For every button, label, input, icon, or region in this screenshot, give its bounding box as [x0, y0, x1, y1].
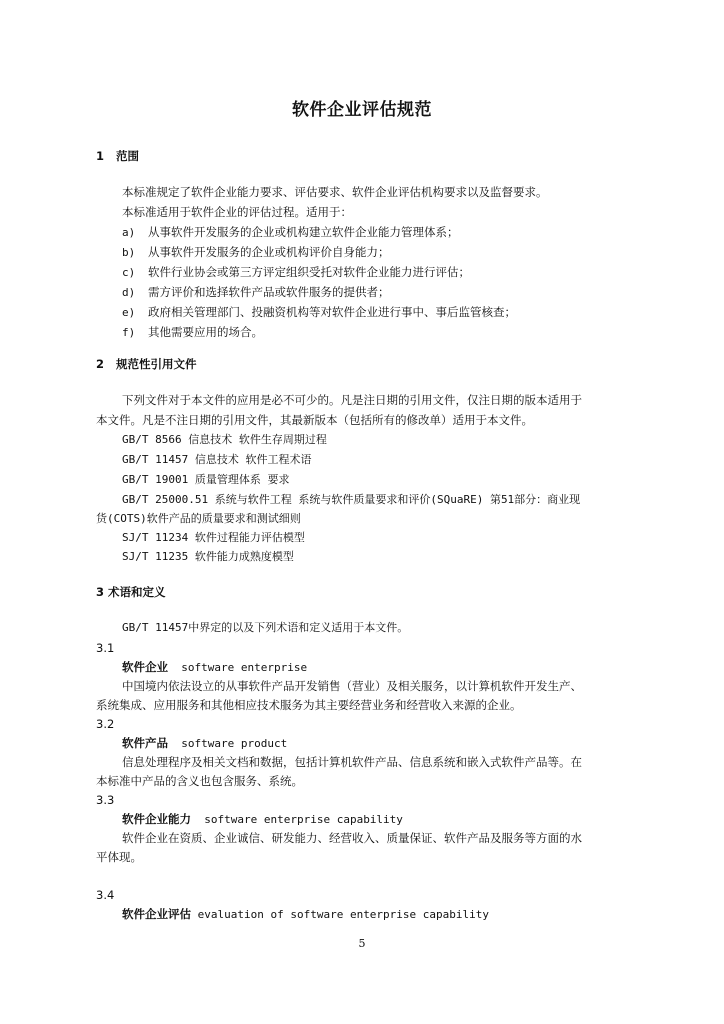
term-heading [122, 811, 403, 828]
list-item-text: 从事软件开发服务的企业或机构评价自身能力； [148, 245, 390, 259]
term-zh: 软件企业 [122, 660, 168, 674]
term-number: 3.4 [96, 888, 115, 902]
term-zh: 软件产品 [122, 736, 168, 750]
list-item-text: 需方评价和选择软件产品或软件服务的提供者； [148, 285, 390, 299]
term-definition-line: 软件企业在资质、企业诚信、研发能力、经营收入、质量保证、软件产品及服务等方面的水 [122, 831, 582, 845]
term-heading [122, 659, 307, 676]
term-definition-line: 本标准中产品的含义也包含服务、系统。 [96, 774, 303, 788]
paragraph: 本标准规定了软件企业能力要求、评估要求、软件企业评估机构要求以及监督要求。 [122, 185, 548, 199]
list-item-text: 其他需要应用的场合。 [148, 325, 263, 339]
term-definition-line: 信息处理程序及相关文档和数据，包括计算机软件产品、信息系统和嵌入式软件产品等。在 [122, 755, 582, 769]
list-item [122, 284, 390, 301]
page-number: 5 [358, 937, 366, 950]
section-number: 2 [96, 357, 105, 371]
section-title: 规范性引用文件 [116, 357, 197, 371]
list-item [122, 264, 470, 281]
section-1-heading [96, 148, 139, 164]
term-heading [122, 735, 287, 752]
list-item [122, 324, 263, 341]
term-number: 3.3 [96, 793, 115, 807]
section-title: 术语和定义 [108, 585, 166, 599]
term-en: software enterprise [181, 661, 308, 674]
section-number: 3 [96, 585, 105, 599]
list-item [122, 244, 390, 261]
paragraph-line: 下列文件对于本文件的应用是必不可少的。凡是注日期的引用文件，仅注日期的版本适用于 [122, 393, 582, 407]
section-title: 范围 [116, 149, 140, 163]
list-item-text: 从事软件开发服务的企业或机构建立软件企业能力管理体系； [148, 225, 459, 239]
term-definition-line: 系统集成、应用服务和其他相应技术服务为其主要经营业务和经营收入来源的企业。 [96, 698, 522, 712]
paragraph: GB/T 11457中界定的以及下列术语和定义适用于本文件。 [122, 621, 409, 634]
list-item-text: 软件行业协会或第三方评定组织受托对软件企业能力进行评估； [148, 265, 470, 279]
paragraph: 本标准适用于软件企业的评估过程。适用于： [122, 205, 352, 219]
reference-item-continued: 货(COTS)软件产品的质量要求和测试细则 [96, 512, 301, 525]
list-item-label: d) [122, 286, 136, 299]
section-number: 1 [96, 149, 105, 163]
section-3-heading [96, 584, 166, 600]
list-item [122, 224, 459, 241]
reference-item: GB/T 25000.51 系统与软件工程 系统与软件质量要求和评价(SQuaRE) 第51部分：商业现 [122, 493, 581, 506]
term-en: evaluation of software enterprise capability [197, 908, 490, 921]
reference-item: GB/T 8566 信息技术 软件生存周期过程 [122, 433, 327, 446]
document-title: 软件企业评估规范 [292, 100, 432, 120]
list-item-label: e) [122, 306, 136, 319]
term-zh: 软件企业评估 [122, 907, 191, 921]
reference-item: GB/T 11457 信息技术 软件工程术语 [122, 453, 312, 466]
reference-item: GB/T 19001 质量管理体系 要求 [122, 473, 290, 486]
list-item-label: a) [122, 226, 136, 239]
list-item-label: f) [122, 326, 136, 339]
list-item-label: b) [122, 246, 136, 259]
term-en: software enterprise capability [204, 813, 403, 826]
term-en: software product [181, 737, 288, 750]
term-number: 3.2 [96, 717, 115, 731]
section-2-heading [96, 356, 197, 372]
paragraph-line: 本文件。凡是不注日期的引用文件，其最新版本（包括所有的修改单）适用于本文件。 [96, 413, 533, 427]
list-item-label: c) [122, 266, 136, 279]
list-item-text: 政府相关管理部门、投融资机构等对软件企业进行事中、事后监管核查； [148, 305, 516, 319]
reference-item: SJ/T 11235 软件能力成熟度模型 [122, 550, 294, 563]
term-zh: 软件企业能力 [122, 812, 191, 826]
term-definition-line: 中国境内依法设立的从事软件产品开发销售（营业）及相关服务，以计算机软件开发生产、 [122, 679, 582, 693]
reference-item: SJ/T 11234 软件过程能力评估模型 [122, 531, 305, 544]
term-definition-line: 平体现。 [96, 850, 142, 864]
term-number: 3.1 [96, 641, 115, 655]
list-item [122, 304, 516, 321]
term-heading [122, 906, 489, 923]
